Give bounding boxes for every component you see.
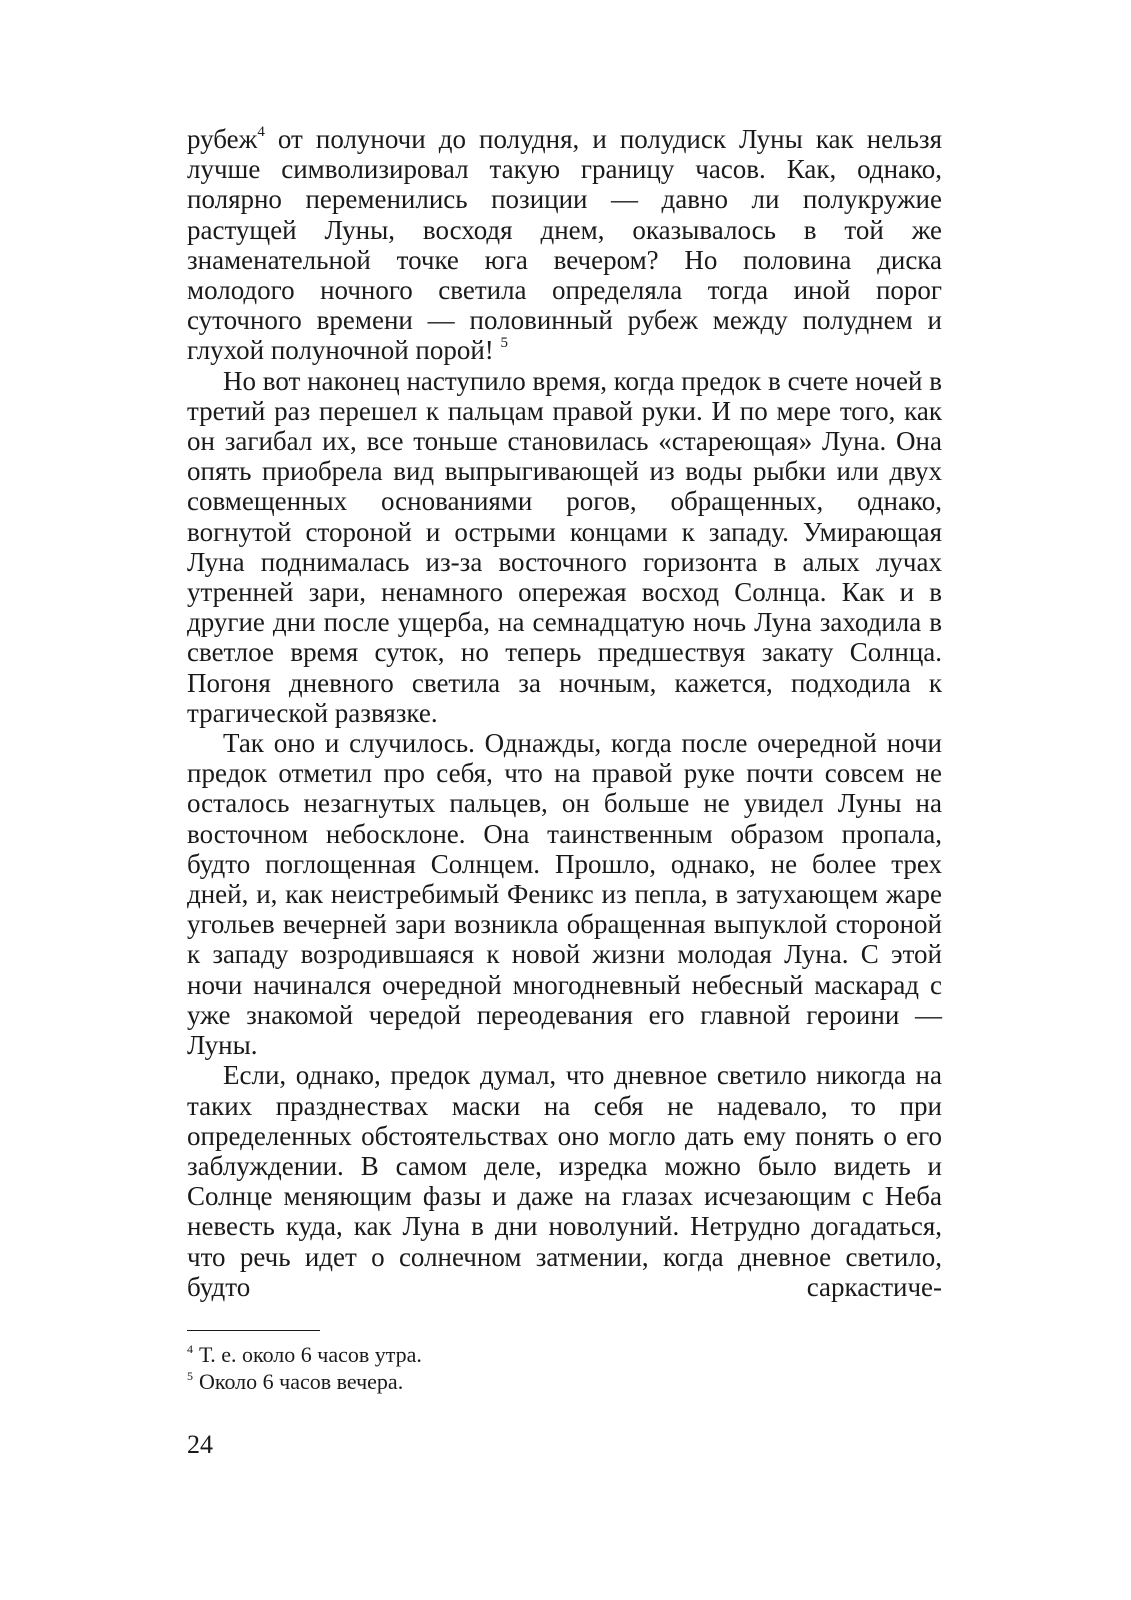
footnote-ref-5[interactable]: 5 bbox=[500, 335, 509, 352]
footnote-ref-4[interactable]: 4 bbox=[257, 124, 265, 140]
paragraph-2: Но вот наконец наступило время, когда предок в счете ночей в третий раз перешел к пальцам правой руки. И по мере того, как он загибал их, все тоньше становилась «стареющая» Луна. Она опять приобрела вид выпрыгивающей из воды рыбки или двух совмещенных основаниями рогов, обращенных, однако, вогнутой стороной и острыми концами к западу. Умирающая Луна поднималась из-за восточного горизонта в алых лучах утренней зари, ненамного опережая восход Солнца. Как и в другие дни после ущерба, на семнадцатую ночь Луна заходила в светлое время суток, но теперь предшествуя закату Солнца. Погоня дневного светила за ночным, кажется, подходила к трагической развязке. bbox=[187, 365, 942, 728]
paragraph-1 bbox=[187, 124, 942, 366]
footnote-5-text: Около 6 часов вечера. bbox=[199, 1368, 404, 1394]
footnote-mark-5: 5 bbox=[187, 1368, 193, 1383]
footnote-5 bbox=[187, 1368, 942, 1395]
footnote-mark-4: 4 bbox=[187, 1341, 193, 1356]
paragraph-1-text: от полуночи до полудня, и полудиск Луны как нельзя лучше символизировал такую границу часов. Как, однако, полярно переменились позиции — давно ли полукружие растущей Луны, восходя днем, оказывалось в той же знаменательной точке юга вечером? Но половина диска молодого ночного светила определяла тогда иной порог суточного времени — половинный рубеж между полуднем и глухой полуночной порой! bbox=[187, 124, 942, 366]
footnote-4-text: Т. е. около 6 часов утра. bbox=[199, 1341, 422, 1367]
footnote-4 bbox=[187, 1341, 942, 1368]
paragraph-3: Так оно и случилось. Однажды, когда после очередной ночи предок отметил про себя, что на правой руке почти совсем не осталось незагнутых пальцев, он больше не увидел Луны на восточном небосклоне. Она таинственным образом пропала, будто поглощенная Солнцем. Прошло, однако, не более трех дней, и, как неистребимый Феникс из пепла, в затухающем жаре угольев вечерней зари возникла обращенная выпуклой стороной к западу возродившаяся к новой жизни молодая Луна. С этой ночи начинался очередной многодневный небесный маскарад с уже знакомой чередой переодевания его главной героини — Луны. bbox=[187, 728, 942, 1061]
footnote-divider bbox=[187, 1330, 320, 1331]
paragraph-4: Если, однако, предок думал, что дневное светило никогда на таких празднествах маски на себя не надевало, то при определенных обстоятельствах оно могло дать ему понять о его заблуждении. В самом деле, изредка можно было видеть и Солнце меняющим фазы и даже на глазах исчезающим с Неба невесть куда, как Луна в дни новолуний. Нетрудно догадаться, что речь идет о солнечном затмении, когда дневное светило, будто саркастиче- bbox=[187, 1060, 942, 1302]
paragraph-1-start: рубеж bbox=[187, 124, 258, 154]
page-number: 24 bbox=[187, 1429, 213, 1459]
page-body bbox=[187, 124, 942, 1460]
